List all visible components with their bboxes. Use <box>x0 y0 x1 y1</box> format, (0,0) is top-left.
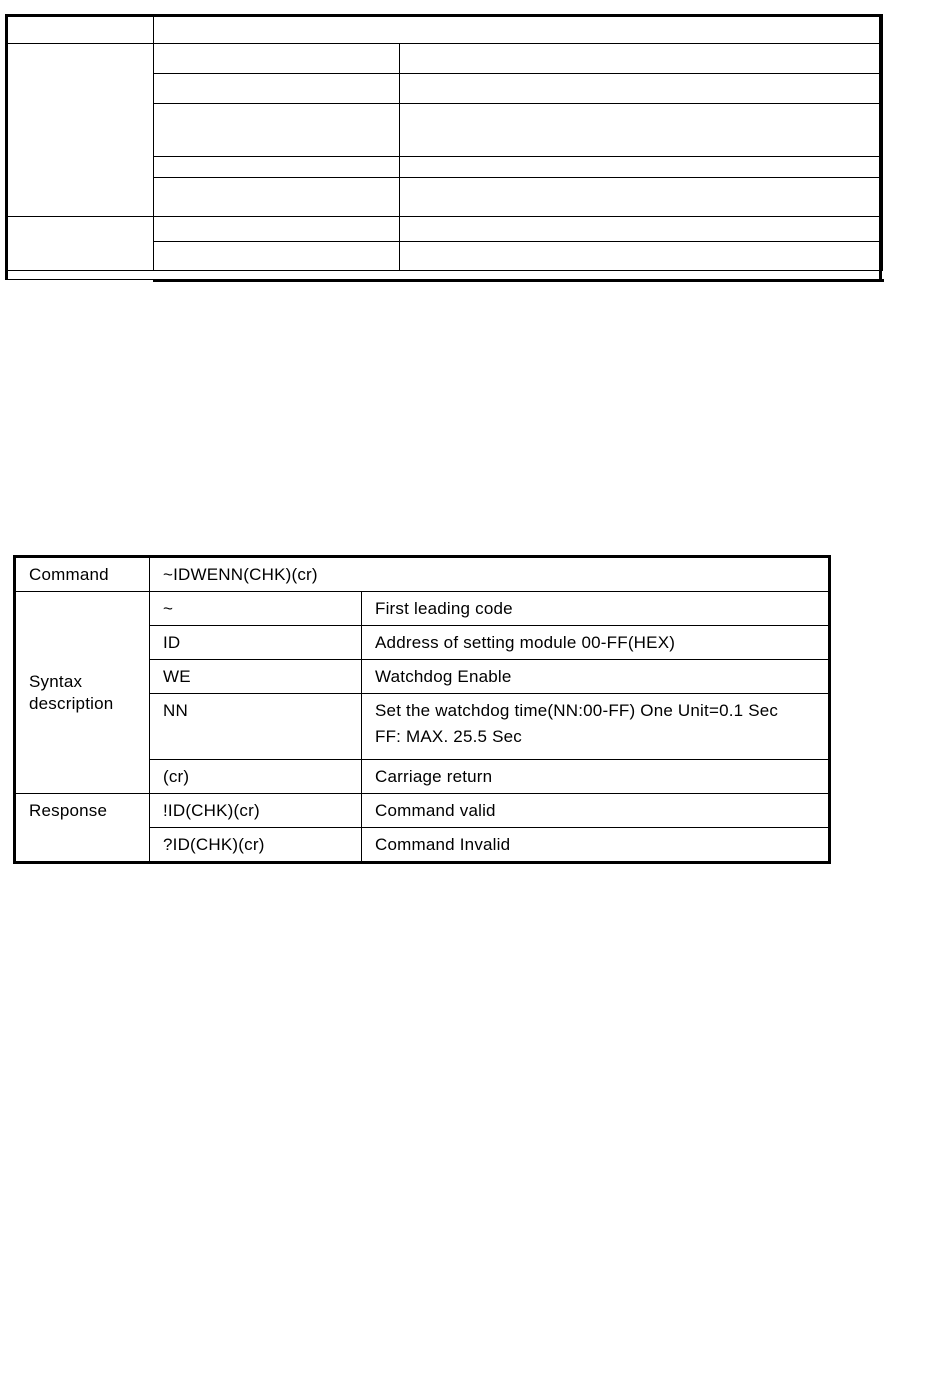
top-table-cell <box>400 242 883 271</box>
table-row <box>15 794 830 828</box>
syntax-code: ~ <box>150 592 362 626</box>
top-table-cell <box>400 157 883 178</box>
top-table-cell <box>154 217 400 242</box>
top-table-bottom-border-left <box>5 279 155 280</box>
syntax-code: ID <box>150 626 362 660</box>
top-table-row <box>6 44 883 74</box>
command-value: ~IDWENN(CHK)(cr) <box>150 557 830 592</box>
top-table-cell <box>154 15 883 44</box>
table-row-command <box>15 557 830 592</box>
syntax-label-text: Syntax description <box>29 671 114 713</box>
top-table-cell <box>400 104 883 157</box>
top-table-cell <box>6 44 154 217</box>
top-table-cell <box>6 15 154 44</box>
top-table-cell <box>154 44 400 74</box>
syntax-description-line1: Set the watchdog time(NN:00-FF) One Unit=0.1 Sec <box>375 701 779 720</box>
syntax-description: Carriage return <box>362 760 830 794</box>
top-table-cell <box>154 104 400 157</box>
response-code: !ID(CHK)(cr) <box>150 794 362 828</box>
top-empty-table <box>5 14 883 271</box>
top-table-cell <box>400 217 883 242</box>
syntax-description-multiline <box>362 694 830 760</box>
syntax-description-label <box>15 592 150 794</box>
syntax-code: (cr) <box>150 760 362 794</box>
top-table-bottom-border <box>153 279 884 282</box>
command-table <box>13 555 831 864</box>
syntax-code: WE <box>150 660 362 694</box>
syntax-code: NN <box>150 694 362 760</box>
top-table-cell <box>400 74 883 104</box>
syntax-description: First leading code <box>362 592 830 626</box>
table-row <box>15 592 830 626</box>
top-table-cell <box>154 242 400 271</box>
response-description: Command valid <box>362 794 830 828</box>
command-label: Command <box>15 557 150 592</box>
top-table-cell <box>154 74 400 104</box>
top-table-cell <box>400 178 883 217</box>
top-table-cell <box>154 157 400 178</box>
top-table-cell <box>400 44 883 74</box>
top-table-row <box>6 217 883 242</box>
top-table-cell <box>154 178 400 217</box>
response-label-text: Response <box>29 801 108 820</box>
syntax-description: Watchdog Enable <box>362 660 830 694</box>
syntax-description: Address of setting module 00-FF(HEX) <box>362 626 830 660</box>
response-label <box>15 794 150 863</box>
response-code: ?ID(CHK)(cr) <box>150 828 362 863</box>
response-description: Command Invalid <box>362 828 830 863</box>
top-table-cell <box>6 217 154 271</box>
top-table-row <box>6 15 883 44</box>
syntax-description-line2: FF: MAX. 25.5 Sec <box>375 727 523 746</box>
